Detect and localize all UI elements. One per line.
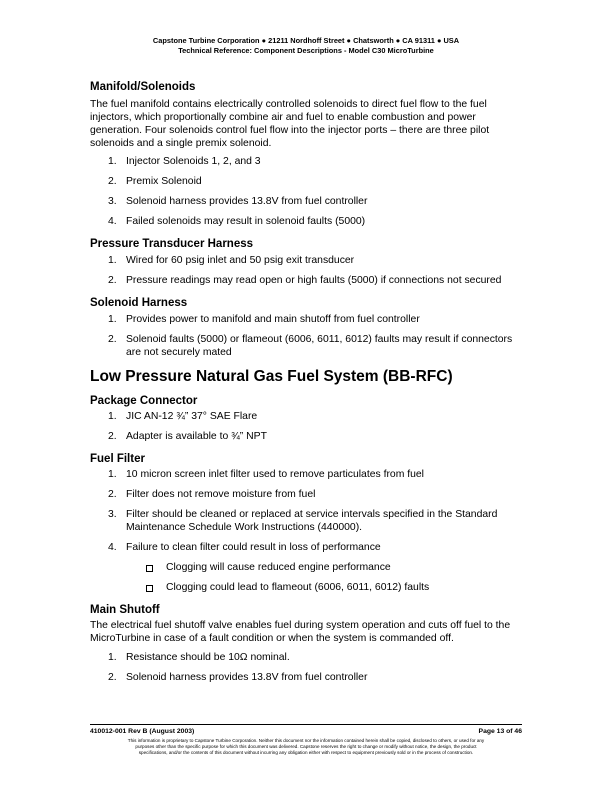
item-number: 1. [108,411,117,422]
filter-list [90,468,530,554]
footer-doc-id: 410012-001 Rev B (August 2003) [90,728,195,735]
sub-item-text: Clogging could lead to flameout (6006, 6011, 6012) faults [166,582,430,593]
item-text: Resistance should be 10Ω nominal. [126,652,290,663]
item-text: Provides power to manifold and main shutoff from fuel controller [126,314,420,325]
list-item [90,541,530,554]
package-list [90,410,530,443]
page-header [0,36,612,56]
footer-divider [90,724,522,725]
list-item [90,274,530,287]
header-doc-title: Technical Reference: Component Descriptions - Model C30 MicroTurbine [178,46,434,55]
item-number: 1. [108,652,117,663]
item-text: Adapter is available to ¾” NPT [126,431,267,442]
item-number: 3. [108,509,117,520]
list-item [90,651,530,664]
section-heading-package: Package Connector [90,395,198,407]
item-number: 2. [108,431,117,442]
list-item [90,195,530,208]
section-heading-manifold: Manifold/Solenoids [90,81,196,93]
list-item [90,175,530,188]
footer-notice-line: specifications, and/or the contents of this document without incurring any obligation either with respect to equipment previously sold or in the process of construction. [138,750,474,755]
item-text: Filter does not remove moisture from fuel [126,489,316,500]
item-number: 3. [108,196,117,207]
item-text: Failure to clean filter could result in loss of performance [126,542,381,553]
list-item [90,410,530,423]
item-text: Injector Solenoids 1, 2, and 3 [126,156,261,167]
item-number: 4. [108,216,117,227]
item-number: 2. [108,489,117,500]
manifold-paragraph: The fuel manifold contains electrically controlled solenoids to direct fuel flow to the fuel injectors, which proportionally combine air and fuel to enable combustion and power generation. Four solenoids control fuel flow into the injector ports – there are three pilot solenoids and a single premix solenoid. [90,99,490,149]
checkbox-bullet-icon [146,585,153,592]
item-text: Filter should be cleaned or replaced at service intervals specified in the Standard Maintenance Schedule Work Instructions (440000). [126,509,498,533]
list-item [90,468,530,481]
item-text: Solenoid harness provides 13.8V from fuel controller [126,196,368,207]
item-number: 2. [108,334,117,345]
list-item [90,155,530,168]
pressure-list [90,254,530,287]
list-item [90,430,530,443]
section-heading-shutoff: Main Shutoff [90,604,160,616]
item-text: Solenoid harness provides 13.8V from fuel controller [126,672,368,683]
footer-top-row [90,727,522,736]
section-heading-pressure: Pressure Transducer Harness [90,238,254,250]
list-item [90,313,530,326]
list-item [90,671,530,684]
section-heading-filter: Fuel Filter [90,453,145,465]
item-text: JIC AN-12 ¾” 37° SAE Flare [126,411,258,422]
list-item [90,254,530,267]
list-item [90,333,530,359]
list-item [90,488,530,501]
footer-page-number: Page 13 of 46 [478,728,522,735]
list-item [90,215,530,228]
sub-item-text: Clogging will cause reduced engine performance [166,562,391,573]
section-heading-solenoid-harness: Solenoid Harness [90,297,188,309]
shutoff-list [90,651,530,684]
item-text: Pressure readings may read open or high faults (5000) if connections not secured [126,275,502,286]
item-text: Failed solenoids may result in solenoid faults (5000) [126,216,366,227]
footer-notice-line: purposes other than the specific purpose for which this document was delivered. Capstone reserves the right to change or modify without notice, the design, the product [135,744,477,749]
item-number: 1. [108,314,117,325]
item-text: Solenoid faults (5000) or flameout (6006, 6011, 6012) faults may result if connectors are not securely mated [126,334,513,358]
item-number: 2. [108,275,117,286]
item-number: 2. [108,672,117,683]
footer-notice-line: This information is proprietary to Capstone Turbine Corporation. Neither this document nor the information contained herein shall be copied, disclosed to others, or used for any [127,738,485,743]
item-number: 1. [108,156,117,167]
checkbox-bullet-icon [146,565,153,572]
sub-list-item [146,561,530,574]
item-text: Premix Solenoid [126,176,202,187]
page-content [90,80,530,684]
manifold-list [90,155,530,228]
item-number: 1. [108,255,117,266]
item-number: 1. [108,469,117,480]
shutoff-paragraph: The electrical fuel shutoff valve enables fuel during system operation and cuts off fuel to the MicroTurbine in case of a fault condition or when the system is commanded off. [90,620,511,644]
page-footer [90,724,522,756]
list-item [90,508,530,534]
header-address: Capstone Turbine Corporation ● 21211 Nordhoff Street ● Chatsworth ● CA 91311 ● USA [152,36,460,45]
item-number: 2. [108,176,117,187]
item-text: 10 micron screen inlet filter used to remove particulates from fuel [126,469,424,480]
solenoid-harness-list [90,313,530,359]
footer-notice [90,738,522,756]
sub-list-item [146,581,530,594]
item-number: 4. [108,542,117,553]
item-text: Wired for 60 psig inlet and 50 psig exit transducer [126,255,355,266]
section-title-low-pressure: Low Pressure Natural Gas Fuel System (BB-RFC) [90,368,453,385]
